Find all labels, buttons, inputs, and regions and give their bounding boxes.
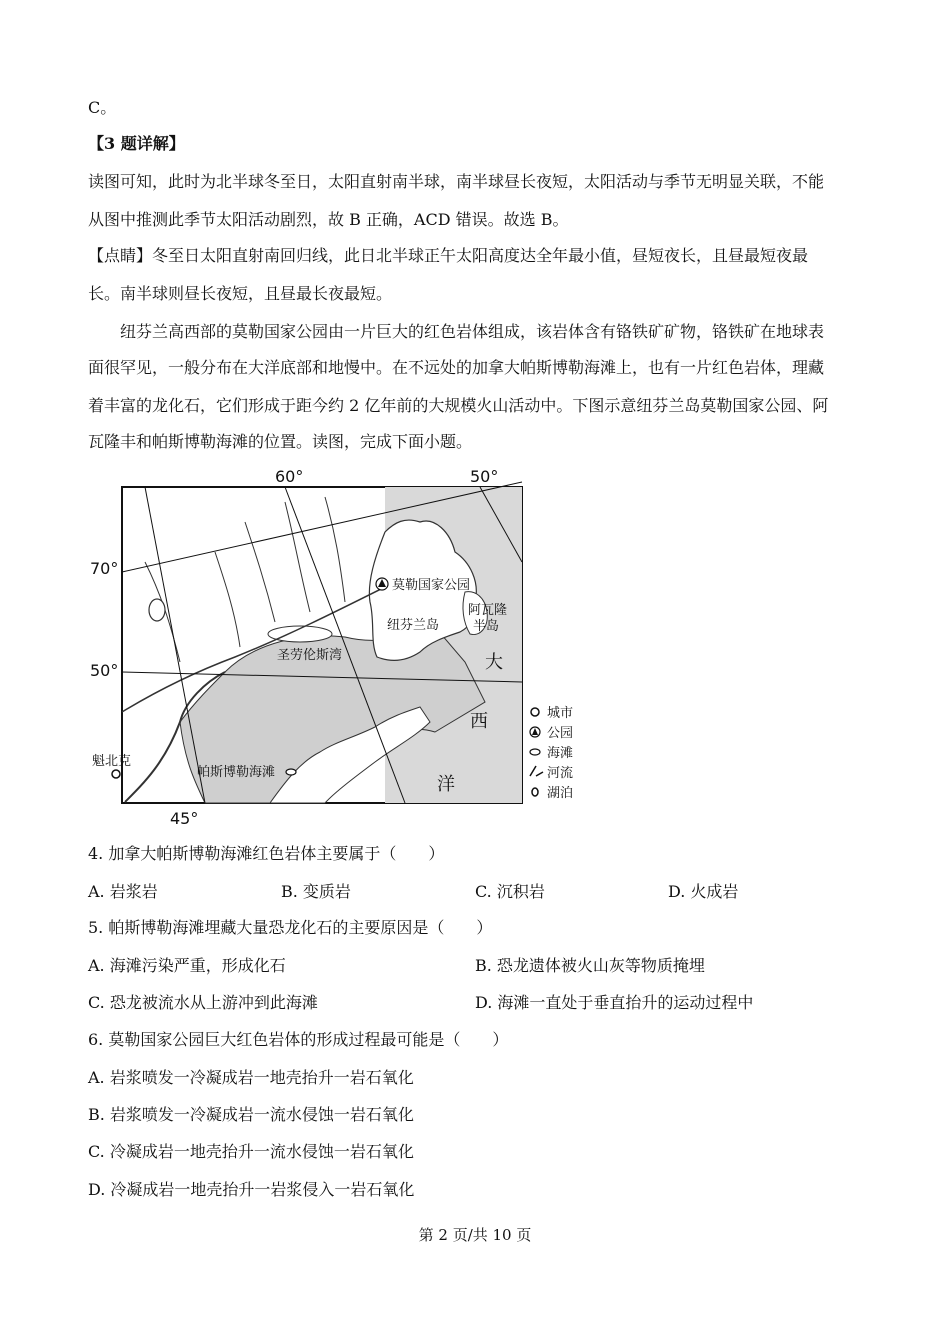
label-ocean-1: 大	[485, 652, 503, 673]
label-quebec: 魁北克	[92, 754, 132, 769]
passage-line2: 面很罕见，一般分布在大洋底部和地慢中。在不远处的加拿大帕斯博勒海滩上，也有一片红色岩体，理藏	[88, 358, 825, 377]
q6-option-c[interactable]: C. 冷凝成岩一地壳抬升一流水侵蚀一岩石氧化	[88, 1142, 414, 1161]
q4-option-c[interactable]: C. 沉积岩	[475, 882, 545, 901]
label-newfoundland: 纽芬兰岛	[387, 618, 440, 633]
q5-option-d[interactable]: D. 海滩一直处于垂直抬升的运动过程中	[475, 993, 754, 1012]
map-svg	[85, 462, 595, 832]
beach-marker	[286, 769, 296, 775]
label-lon-50: 50°	[470, 467, 499, 486]
q4-option-a[interactable]: A. 岩浆岩	[88, 882, 158, 901]
q6-stem: 6. 莫勒国家公园巨大红色岩体的形成过程最可能是（ ）	[88, 1030, 509, 1049]
legend-beach: 海滩	[547, 746, 574, 761]
q4-option-b[interactable]: B. 变质岩	[281, 882, 351, 901]
q5-stem: 5. 帕斯博勒海滩埋藏大量恐龙化石的主要原因是（ ）	[88, 918, 493, 937]
passage-line1: 纽芬兰高西部的莫勒国家公园由一片巨大的红色岩体组成，该岩体含有铬铁矿矿物，铬铁矿在地球表	[120, 322, 825, 341]
legend-lake: 湖泊	[547, 786, 574, 801]
label-park: 莫勒国家公园	[392, 578, 471, 593]
passage-line4: 瓦隆丰和帕斯博勒海滩的位置。读图，完成下面小题。	[88, 432, 473, 451]
label-gulf: 圣劳伦斯湾	[277, 648, 343, 663]
legend-river: 河流	[547, 766, 574, 781]
label-ocean-3: 洋	[437, 774, 455, 795]
legend-river-icon	[530, 766, 543, 776]
q6-option-b[interactable]: B. 岩浆喷发一冷凝成岩一流水侵蚀一岩石氧化	[88, 1105, 414, 1124]
label-lon-60: 60°	[275, 467, 304, 486]
label-lon-45: 45°	[170, 809, 199, 828]
tip-line2: 长。南半球则昼长夜短，且昼最长夜最短。	[88, 284, 393, 303]
q6-option-a[interactable]: A. 岩浆喷发一冷凝成岩一地壳抬升一岩石氧化	[88, 1068, 414, 1087]
q3-heading: 【3 题详解】	[88, 134, 185, 153]
legend-park: 公园	[547, 726, 574, 741]
q3-explanation-line2: 从图中推测此季节太阳活动剧烈，故 B 正确，ACD 错误。故选 B。	[88, 210, 569, 229]
label-lat-50: 50°	[90, 661, 119, 680]
label-beach: 帕斯博勒海滩	[197, 765, 276, 780]
q3-explanation-line1: 读图可知，此时为北半球冬至日，太阳直射南半球，南半球昼长夜短，太阳活动与季节无明显关联，不能	[88, 172, 825, 191]
q5-option-b[interactable]: B. 恐龙遗体被火山灰等物质掩埋	[475, 956, 705, 975]
label-avalon-1: 阿瓦隆	[468, 603, 508, 618]
legend-beach-icon	[530, 749, 540, 755]
legend-lake-icon	[532, 788, 538, 796]
q5-option-a[interactable]: A. 海滩污染严重，形成化石	[88, 956, 286, 975]
map-figure	[85, 462, 595, 832]
label-ocean-2: 西	[470, 711, 488, 732]
page-footer: 第 2 页/共 10 页	[418, 1226, 532, 1244]
q4-stem: 4. 加拿大帕斯博勒海滩红色岩体主要属于（ ）	[88, 844, 445, 863]
answer-c: C。	[88, 98, 117, 117]
q6-option-d[interactable]: D. 冷凝成岩一地壳抬升一岩浆侵入一岩石氧化	[88, 1180, 415, 1199]
q4-option-d[interactable]: D. 火成岩	[668, 882, 739, 901]
q5-option-c[interactable]: C. 恐龙被流水从上游冲到此海滩	[88, 993, 318, 1012]
label-lat-70: 70°	[90, 559, 119, 578]
passage-line3: 着丰富的龙化石，它们形成于距今约 2 亿年前的大规模火山活动中。下图示意纽芬兰岛莫勒国家公园、阿	[88, 396, 829, 415]
tip-line1: 【点睛】冬至日太阳直射南回归线，此日北半球正午太阳高度达全年最小值，昼短夜长，且昼最短夜最	[88, 246, 809, 265]
legend-city: 城市	[547, 706, 574, 721]
legend-city-icon	[531, 708, 539, 716]
label-avalon-2: 半岛	[473, 619, 500, 634]
lake	[149, 599, 165, 621]
quebec-city-marker	[112, 770, 120, 778]
